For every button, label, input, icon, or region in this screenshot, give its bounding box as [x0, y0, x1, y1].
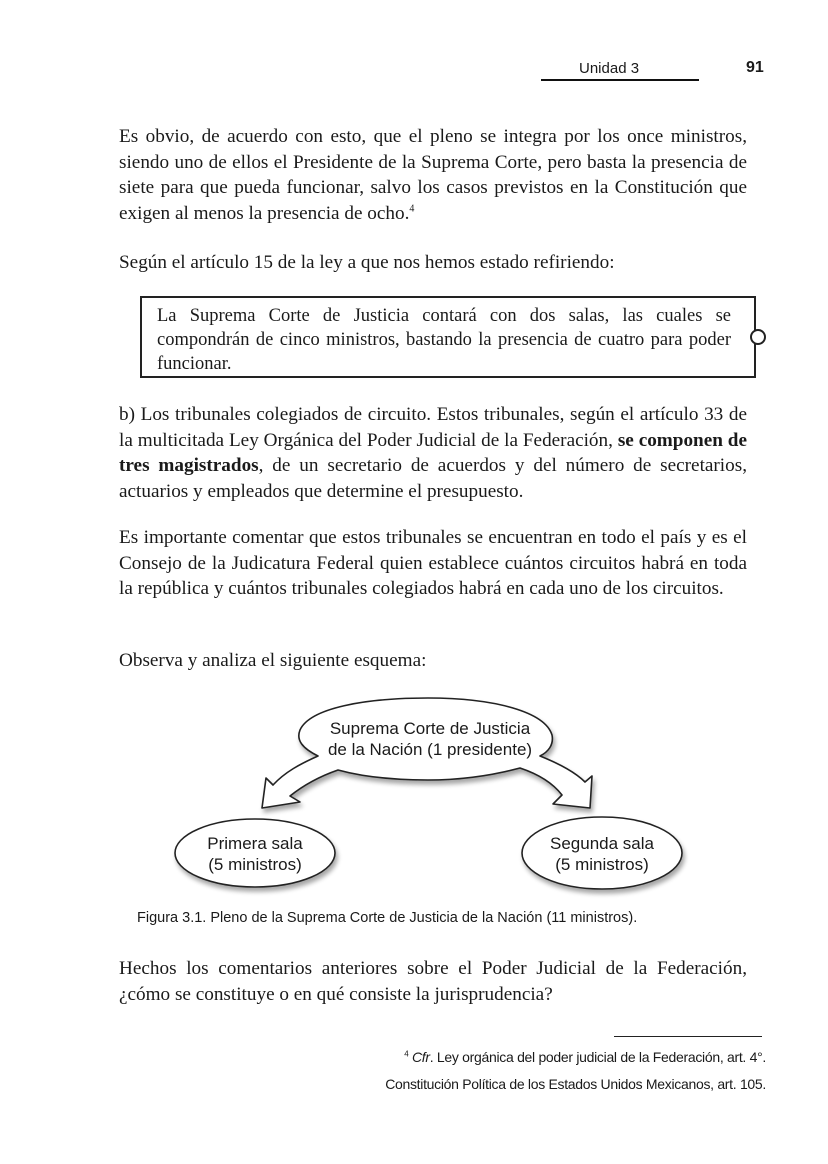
footnote-rule [614, 1036, 762, 1037]
figure-caption: Figura 3.1. Pleno de la Suprema Corte de Justicia de la Nación (11 ministros). [137, 910, 638, 926]
quote-box-knob [750, 329, 766, 345]
paragraph-consejo-judicatura: Es importante comentar que estos tribunales se encuentran en todo el país y es el Consejo de la Judicatura Federal quien establece cuántos circuitos habrá en toda la república y cuántos tribunales colegiados habrá en cada uno de los circuitos. [119, 527, 747, 599]
node-line: (5 ministros) [555, 855, 649, 874]
header-rule [541, 79, 699, 81]
paragraph-articulo-15: Según el artículo 15 de la ley a que nos hemos estado refiriendo: [119, 252, 615, 273]
unit-label: Unidad 3 [579, 60, 640, 77]
node-line: Suprema Corte de Justicia [329, 719, 531, 738]
quote-box [140, 296, 756, 378]
paragraph-text: Es obvio, de acuerdo con esto, que el pleno se integra por los once ministros, siendo uno de ellos el Presidente de la Suprema Corte, pero basta la presencia de siete para que pueda funcionar, salvo los casos previstos en la Constitución que exigen al menos la presencia de ocho. [119, 126, 747, 224]
quote-text: La Suprema Corte de Justicia contará con dos salas, las cuales se compondrán de cinco ministros, bastando la presencia de cuatro para poder funcionar. [157, 306, 731, 374]
node-segunda-sala [522, 833, 682, 875]
cfr-abbrev: Cfr [411, 1049, 430, 1065]
paragraph-tribunales-colegiados [119, 402, 747, 504]
page-header [541, 58, 769, 82]
diagram-scjn [160, 690, 700, 900]
footnote-4-line2: Constitución Política de los Estados Unidos Mexicanos, art. 105. [385, 1076, 766, 1092]
node-line: (5 ministros) [208, 855, 302, 874]
node-line: Segunda sala [550, 834, 654, 853]
paragraph-jurisprudencia: Hechos los comentarios anteriores sobre el Poder Judicial de la Federación, ¿cómo se constituye o en qué consiste la jurisprudencia? [119, 958, 747, 1005]
node-line: Primera sala [207, 834, 303, 853]
footnote-marker: 4 [404, 1049, 409, 1059]
footnote-text: . Ley orgánica del poder judicial de la Federación, art. 4°. [429, 1049, 766, 1065]
footnote-4 [404, 1049, 766, 1065]
footnote-ref[interactable]: 4 [409, 203, 415, 215]
node-primera-sala [175, 833, 335, 875]
paragraph-observa: Observa y analiza el siguiente esquema: [119, 650, 427, 671]
page-number: 91 [746, 59, 764, 76]
paragraph-pleno [119, 124, 747, 226]
node-suprema-corte [290, 718, 570, 760]
paragraph-text: b) Los tribunales colegiados de circuito. Estos tribunales, según el artículo 33 de la multicitada Ley Orgánica del Poder Judicial de la Federación, [119, 404, 747, 451]
node-line: de la Nación (1 presidente) [327, 740, 533, 759]
paragraph-text: , de un secretario de acuerdos y del número de secretarios, actuarios y empleados que determine el presupuesto. [119, 455, 747, 502]
bold-emphasis: se componen de tres magistrados [119, 429, 747, 476]
